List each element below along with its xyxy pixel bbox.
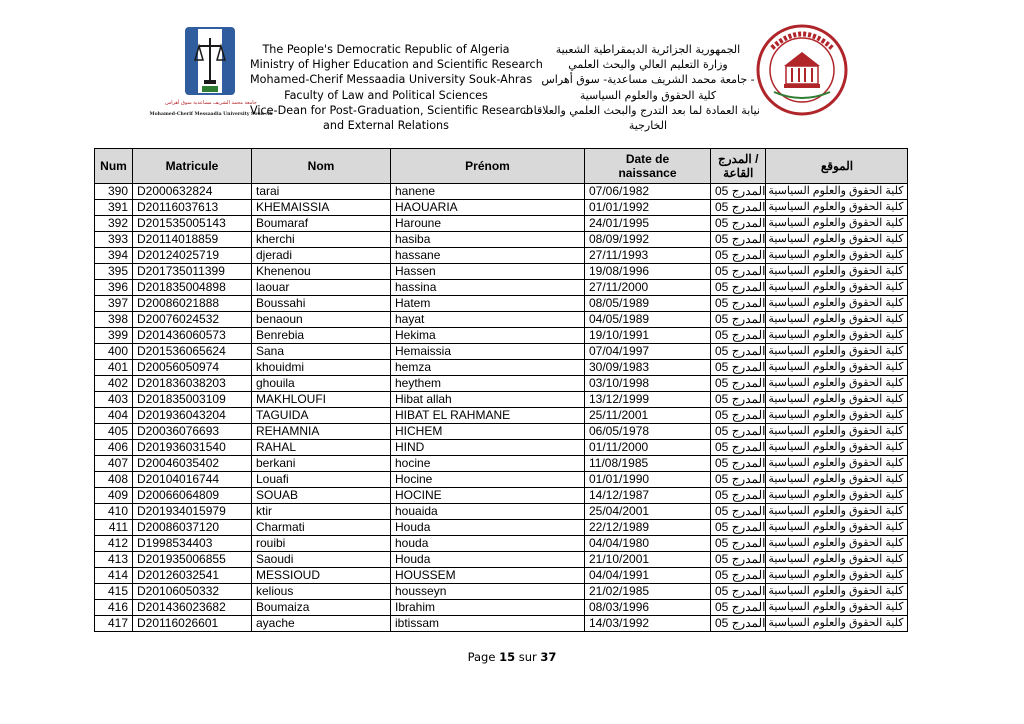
cell-num: 390: [95, 184, 133, 200]
cell-nom: tarai: [252, 184, 391, 200]
cell-prenom: Haroune: [391, 216, 585, 232]
cell-location: كلية الحقوق والعلوم السياسية: [766, 248, 908, 264]
cell-num: 409: [95, 488, 133, 504]
table-body: [95, 184, 908, 632]
table-row[interactable]: [95, 184, 908, 200]
cell-room: 05 المدرج: [711, 408, 766, 424]
cell-matricule: D20104016744: [133, 472, 252, 488]
cell-nom: Charmati: [252, 520, 391, 536]
cell-matricule: D20116026601: [133, 616, 252, 632]
cell-prenom: hayat: [391, 312, 585, 328]
cell-nom: MAKHLOUFI: [252, 392, 391, 408]
cell-room: 05 المدرج: [711, 200, 766, 216]
header-arabic: [523, 42, 760, 133]
cell-nom: TAGUIDA: [252, 408, 391, 424]
cell-matricule: D201936031540: [133, 440, 252, 456]
cell-num: 415: [95, 584, 133, 600]
cell-prenom: heythem: [391, 376, 585, 392]
column-header-prenom[interactable]: Prénom: [391, 149, 585, 184]
cell-room: 05 المدرج: [711, 600, 766, 616]
cell-date: 21/10/2001: [585, 552, 711, 568]
cell-prenom: Hocine: [391, 472, 585, 488]
cell-nom: kelious: [252, 584, 391, 600]
cell-date: 04/04/1991: [585, 568, 711, 584]
cell-num: 411: [95, 520, 133, 536]
cell-num: 392: [95, 216, 133, 232]
table-row[interactable]: [95, 600, 908, 616]
cell-date: 03/10/1998: [585, 376, 711, 392]
cell-num: 413: [95, 552, 133, 568]
cell-prenom: hassane: [391, 248, 585, 264]
header-en-line: Faculty of Law and Political Sciences: [284, 88, 488, 102]
cell-location: كلية الحقوق والعلوم السياسية: [766, 552, 908, 568]
cell-room: 05 المدرج: [711, 584, 766, 600]
column-header-room[interactable]: [711, 149, 766, 184]
cell-date: 14/03/1992: [585, 616, 711, 632]
column-header-num[interactable]: Num: [95, 149, 133, 184]
cell-date: 08/05/1989: [585, 296, 711, 312]
cell-date: 08/03/1996: [585, 600, 711, 616]
cell-room: 05 المدرج: [711, 360, 766, 376]
header-en-line: Mohamed-Cherif Messaadia University Souk-Ahras: [250, 73, 533, 87]
cell-room: 05 المدرج: [711, 456, 766, 472]
cell-num: 400: [95, 344, 133, 360]
table-row[interactable]: [95, 328, 908, 344]
faculty-logo: [149, 24, 273, 120]
cell-num: 394: [95, 248, 133, 264]
cell-nom: Benrebia: [252, 328, 391, 344]
column-header-room-line1: المدرج /: [718, 152, 759, 166]
cell-nom: SOUAB: [252, 488, 391, 504]
cell-matricule: D20076024532: [133, 312, 252, 328]
cell-prenom: Houda: [391, 520, 585, 536]
cell-prenom: hemza: [391, 360, 585, 376]
cell-prenom: HICHEM: [391, 424, 585, 440]
header-ar-line: كلية الحقوق والعلوم السياسية: [579, 88, 717, 102]
cell-num: 407: [95, 456, 133, 472]
cell-room: 05 المدرج: [711, 280, 766, 296]
cell-matricule: D20126032541: [133, 568, 252, 584]
cell-room: 05 المدرج: [711, 552, 766, 568]
cell-num: 402: [95, 376, 133, 392]
cell-room: 05 المدرج: [711, 616, 766, 632]
cell-date: 08/09/1992: [585, 232, 711, 248]
cell-matricule: D201536065624: [133, 344, 252, 360]
cell-room: 05 المدرج: [711, 376, 766, 392]
cell-prenom: houaida: [391, 504, 585, 520]
candidates-table: [94, 148, 908, 632]
column-header-location[interactable]: الموقع: [766, 149, 908, 184]
cell-room: 05 المدرج: [711, 536, 766, 552]
cell-date: 30/09/1983: [585, 360, 711, 376]
cell-room: 05 المدرج: [711, 504, 766, 520]
cell-prenom: Hemaissia: [391, 344, 585, 360]
cell-nom: benaoun: [252, 312, 391, 328]
cell-num: 403: [95, 392, 133, 408]
cell-prenom: hassina: [391, 280, 585, 296]
cell-num: 408: [95, 472, 133, 488]
cell-room: 05 المدرج: [711, 264, 766, 280]
cell-nom: ayache: [252, 616, 391, 632]
table-row[interactable]: [95, 536, 908, 552]
cell-matricule: D201535005143: [133, 216, 252, 232]
header-ar-line: وزارة التعليم العالي والبحث العلمي: [568, 58, 728, 72]
cell-num: 401: [95, 360, 133, 376]
cell-room: 05 المدرج: [711, 184, 766, 200]
table-row[interactable]: [95, 376, 908, 392]
cell-prenom: Houda: [391, 552, 585, 568]
table-row[interactable]: [95, 520, 908, 536]
cell-location: كلية الحقوق والعلوم السياسية: [766, 472, 908, 488]
cell-room: 05 المدرج: [711, 232, 766, 248]
cell-location: كلية الحقوق والعلوم السياسية: [766, 184, 908, 200]
cell-matricule: D20124025719: [133, 248, 252, 264]
header-english: [250, 42, 543, 133]
cell-location: كلية الحقوق والعلوم السياسية: [766, 344, 908, 360]
column-header-matricule[interactable]: Matricule: [133, 149, 252, 184]
cell-location: كلية الحقوق والعلوم السياسية: [766, 600, 908, 616]
cell-prenom: HIBAT EL RAHMANE: [391, 408, 585, 424]
cell-location: كلية الحقوق والعلوم السياسية: [766, 504, 908, 520]
cell-date: 22/12/1989: [585, 520, 711, 536]
cell-date: 11/08/1985: [585, 456, 711, 472]
cell-num: 406: [95, 440, 133, 456]
cell-nom: laouar: [252, 280, 391, 296]
cell-matricule: D201836038203: [133, 376, 252, 392]
cell-date: 07/04/1997: [585, 344, 711, 360]
cell-location: كلية الحقوق والعلوم السياسية: [766, 568, 908, 584]
cell-nom: KHEMAISSIA: [252, 200, 391, 216]
cell-date: 01/01/1990: [585, 472, 711, 488]
cell-date: 07/06/1982: [585, 184, 711, 200]
cell-location: كلية الحقوق والعلوم السياسية: [766, 424, 908, 440]
table-row[interactable]: [95, 504, 908, 520]
cell-nom: Boussahi: [252, 296, 391, 312]
cell-prenom: ibtissam: [391, 616, 585, 632]
cell-date: 01/11/2000: [585, 440, 711, 456]
cell-nom: Sana: [252, 344, 391, 360]
header-ar-line: - جامعة محمد الشريف مساعدية- سوق أهراس: [541, 73, 755, 87]
cell-location: كلية الحقوق والعلوم السياسية: [766, 280, 908, 296]
cell-num: 410: [95, 504, 133, 520]
table-row[interactable]: [95, 392, 908, 408]
header-en-line: The People's Democratic Republic of Algeria: [262, 43, 510, 56]
cell-room: 05 المدرج: [711, 392, 766, 408]
cell-room: 05 المدرج: [711, 312, 766, 328]
cell-date: 19/08/1996: [585, 264, 711, 280]
cell-matricule: D201934015979: [133, 504, 252, 520]
cell-room: 05 المدرج: [711, 248, 766, 264]
cell-location: كلية الحقوق والعلوم السياسية: [766, 616, 908, 632]
cell-matricule: D20114018859: [133, 232, 252, 248]
cell-location: كلية الحقوق والعلوم السياسية: [766, 408, 908, 424]
table-row[interactable]: [95, 424, 908, 440]
svg-text:جامعة محمد الشريف مساعدية سوق: جامعة محمد الشريف مساعدية سوق أهراس: [165, 100, 257, 106]
table-row[interactable]: [95, 584, 908, 600]
cell-nom: RAHAL: [252, 440, 391, 456]
cell-room: 05 المدرج: [711, 328, 766, 344]
cell-location: كلية الحقوق والعلوم السياسية: [766, 584, 908, 600]
cell-prenom: HAOUARIA: [391, 200, 585, 216]
cell-num: 393: [95, 232, 133, 248]
header-en-line: and External Relations: [323, 119, 449, 133]
table-row[interactable]: [95, 616, 908, 632]
cell-prenom: houda: [391, 536, 585, 552]
header-ar-line: نيابة العمادة لما بعد التدرج والبحث العلمي والعلاقات: [523, 103, 760, 117]
cell-prenom: housseyn: [391, 584, 585, 600]
cell-date: 27/11/1993: [585, 248, 711, 264]
table-row[interactable]: [95, 216, 908, 232]
table-row[interactable]: [95, 408, 908, 424]
cell-matricule: D20036076693: [133, 424, 252, 440]
cell-num: 405: [95, 424, 133, 440]
table-row[interactable]: [95, 248, 908, 264]
cell-num: 397: [95, 296, 133, 312]
page-current: 15: [499, 650, 516, 664]
cell-location: كلية الحقوق والعلوم السياسية: [766, 312, 908, 328]
cell-room: 05 المدرج: [711, 216, 766, 232]
cell-matricule: D2000632824: [133, 184, 252, 200]
cell-date: 24/01/1995: [585, 216, 711, 232]
cell-num: 416: [95, 600, 133, 616]
table-row[interactable]: [95, 568, 908, 584]
cell-matricule: D201436060573: [133, 328, 252, 344]
header-en-line: Ministry of Higher Education and Scientific Research: [250, 58, 543, 72]
cell-room: 05 المدرج: [711, 488, 766, 504]
cell-prenom: Hatem: [391, 296, 585, 312]
table-header-row: [95, 149, 908, 184]
cell-matricule: D201835003109: [133, 392, 252, 408]
cell-nom: Boumaiza: [252, 600, 391, 616]
cell-date: 04/05/1989: [585, 312, 711, 328]
cell-prenom: Hekima: [391, 328, 585, 344]
cell-prenom: Hassen: [391, 264, 585, 280]
cell-location: كلية الحقوق والعلوم السياسية: [766, 376, 908, 392]
cell-matricule: D20046035402: [133, 456, 252, 472]
cell-prenom: hasiba: [391, 232, 585, 248]
table-row[interactable]: [95, 552, 908, 568]
column-header-date[interactable]: [585, 149, 711, 184]
cell-num: 395: [95, 264, 133, 280]
cell-room: 05 المدرج: [711, 520, 766, 536]
cell-location: كلية الحقوق والعلوم السياسية: [766, 488, 908, 504]
table-row[interactable]: [95, 296, 908, 312]
cell-date: 06/05/1978: [585, 424, 711, 440]
cell-matricule: D20066064809: [133, 488, 252, 504]
cell-location: كلية الحقوق والعلوم السياسية: [766, 360, 908, 376]
cell-date: 14/12/1987: [585, 488, 711, 504]
table-row[interactable]: [95, 472, 908, 488]
cell-nom: ktir: [252, 504, 391, 520]
cell-nom: MESSIOUD: [252, 568, 391, 584]
column-header-nom[interactable]: Nom: [252, 149, 391, 184]
column-header-room-line2: القاعة: [723, 166, 754, 180]
page-prefix: Page: [467, 650, 496, 664]
table-row[interactable]: [95, 232, 908, 248]
cell-room: 05 المدرج: [711, 568, 766, 584]
cell-num: 391: [95, 200, 133, 216]
cell-nom: rouibi: [252, 536, 391, 552]
cell-matricule: D201935006855: [133, 552, 252, 568]
cell-prenom: HIND: [391, 440, 585, 456]
cell-location: كلية الحقوق والعلوم السياسية: [766, 440, 908, 456]
cell-room: 05 المدرج: [711, 472, 766, 488]
column-header-date-line1: Date de: [625, 152, 670, 166]
table-row[interactable]: [95, 488, 908, 504]
header-ar-line: الجمهورية الجزائرية الديمقراطية الشعبية: [555, 43, 741, 56]
cell-room: 05 المدرج: [711, 440, 766, 456]
cell-date: 04/04/1980: [585, 536, 711, 552]
cell-matricule: D20086037120: [133, 520, 252, 536]
cell-date: 13/12/1999: [585, 392, 711, 408]
cell-nom: berkani: [252, 456, 391, 472]
cell-prenom: hocine: [391, 456, 585, 472]
cell-matricule: D20106050332: [133, 584, 252, 600]
cell-location: كلية الحقوق والعلوم السياسية: [766, 520, 908, 536]
cell-nom: REHAMNIA: [252, 424, 391, 440]
page-total: 37: [540, 650, 557, 664]
cell-matricule: D201936043204: [133, 408, 252, 424]
cell-num: 404: [95, 408, 133, 424]
cell-nom: kherchi: [252, 232, 391, 248]
cell-matricule: D20086021888: [133, 296, 252, 312]
table-row[interactable]: [95, 312, 908, 328]
cell-num: 417: [95, 616, 133, 632]
cell-date: 21/02/1985: [585, 584, 711, 600]
cell-nom: Louafi: [252, 472, 391, 488]
cell-location: كلية الحقوق والعلوم السياسية: [766, 216, 908, 232]
cell-matricule: D201835004898: [133, 280, 252, 296]
cell-date: 01/01/1992: [585, 200, 711, 216]
university-logo: [752, 22, 852, 118]
cell-num: 412: [95, 536, 133, 552]
cell-location: كلية الحقوق والعلوم السياسية: [766, 200, 908, 216]
table-row[interactable]: [95, 360, 908, 376]
table-row[interactable]: [95, 264, 908, 280]
page-footer: [0, 650, 1024, 664]
cell-nom: Saoudi: [252, 552, 391, 568]
cell-location: كلية الحقوق والعلوم السياسية: [766, 536, 908, 552]
cell-date: 27/11/2000: [585, 280, 711, 296]
table-row[interactable]: [95, 456, 908, 472]
cell-nom: Khenenou: [252, 264, 391, 280]
cell-date: 25/11/2001: [585, 408, 711, 424]
cell-prenom: Ibrahim: [391, 600, 585, 616]
cell-matricule: D201735011399: [133, 264, 252, 280]
cell-prenom: HOCINE: [391, 488, 585, 504]
cell-location: كلية الحقوق والعلوم السياسية: [766, 232, 908, 248]
cell-nom: Boumaraf: [252, 216, 391, 232]
cell-matricule: D20056050974: [133, 360, 252, 376]
page-separator: sur: [518, 650, 537, 664]
cell-matricule: D20116037613: [133, 200, 252, 216]
table-row[interactable]: [95, 280, 908, 296]
svg-text:Mohamed-Cherif Messaadia Unive: Mohamed-Cherif Messaadia University Souk-Ah: [149, 112, 273, 117]
cell-date: 25/04/2001: [585, 504, 711, 520]
cell-date: 19/10/1991: [585, 328, 711, 344]
cell-location: كلية الحقوق والعلوم السياسية: [766, 456, 908, 472]
cell-location: كلية الحقوق والعلوم السياسية: [766, 392, 908, 408]
table-row[interactable]: [95, 440, 908, 456]
table-row[interactable]: [95, 344, 908, 360]
cell-num: 414: [95, 568, 133, 584]
cell-matricule: D201436023682: [133, 600, 252, 616]
cell-prenom: hanene: [391, 184, 585, 200]
cell-nom: djeradi: [252, 248, 391, 264]
header-en-line: Vice-Dean for Post-Graduation, Scientific Research: [250, 103, 533, 117]
table-row[interactable]: [95, 200, 908, 216]
cell-num: 396: [95, 280, 133, 296]
cell-location: كلية الحقوق والعلوم السياسية: [766, 296, 908, 312]
header-ar-line: الخارجية: [628, 119, 668, 133]
cell-room: 05 المدرج: [711, 424, 766, 440]
cell-location: كلية الحقوق والعلوم السياسية: [766, 264, 908, 280]
cell-nom: khouidmi: [252, 360, 391, 376]
cell-room: 05 المدرج: [711, 344, 766, 360]
column-header-date-line2: naissance: [618, 166, 677, 180]
cell-num: 399: [95, 328, 133, 344]
cell-prenom: HOUSSEM: [391, 568, 585, 584]
cell-matricule: D1998534403: [133, 536, 252, 552]
cell-nom: ghouila: [252, 376, 391, 392]
cell-location: كلية الحقوق والعلوم السياسية: [766, 328, 908, 344]
cell-prenom: Hibat allah: [391, 392, 585, 408]
cell-room: 05 المدرج: [711, 296, 766, 312]
cell-num: 398: [95, 312, 133, 328]
